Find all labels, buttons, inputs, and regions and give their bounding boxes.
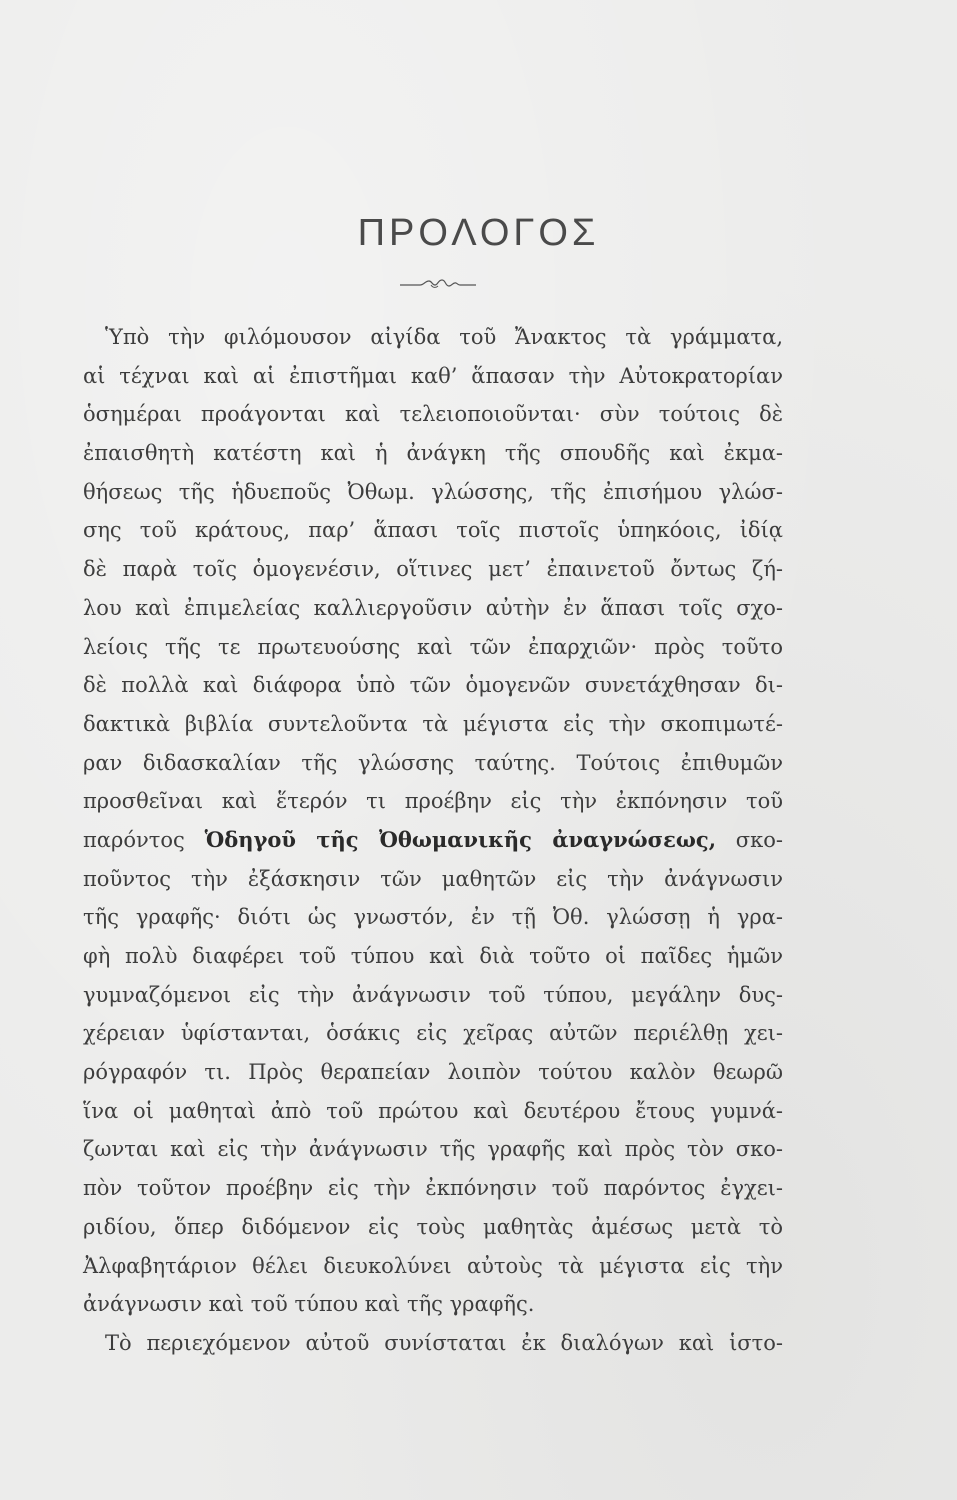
ornament-divider-icon — [398, 276, 478, 292]
text-line: ἵνα οἱ μαθηταὶ ἀπὸ τοῦ πρώτου καὶ δευτέρου ἔτους γυμνά- — [83, 1098, 783, 1123]
text-line: σης τοῦ κράτους, παρ’ ἅπασι τοῖς πιστοῖς ὑπηκόοις, ἰδίᾳ — [83, 518, 783, 543]
text-line: ριδίου, ὅπερ διδόμενον εἰς τοὺς μαθητὰς ἀμέσως μετὰ τὸ — [83, 1214, 783, 1239]
page-title: ΠΡΟΛΟΓΟΣ — [357, 212, 600, 254]
text-segment: παρόντος — [83, 827, 205, 852]
text-line: ζωνται καὶ εἰς τὴν ἀνάγνωσιν τῆς γραφῆς καὶ πρὸς τὸν σκο- — [83, 1137, 783, 1162]
text-line: πὸν τοῦτον προέβην εἰς τὴν ἐκπόνησιν τοῦ παρόντος ἐγχει- — [83, 1176, 783, 1201]
text-line: τῆς γραφῆς· διότι ὡς γνωστόν, ἐν τῇ Ὀθ. γλώσσῃ ἡ γρα- — [83, 905, 783, 930]
text-line: ἐπαισθητὴ κατέστη καὶ ἡ ἀνάγκη τῆς σπουδῆς καὶ ἐκμα- — [83, 441, 783, 466]
text-line: ποῦντος τὴν ἐξάσκησιν τῶν μαθητῶν εἰς τὴν ἀνάγνωσιν — [83, 866, 783, 891]
text-line: ἀνάγνωσιν καὶ τοῦ τύπου καὶ τῆς γραφῆς. — [83, 1292, 535, 1317]
text-line: ρόγραφόν τι. Πρὸς θεραπείαν λοιπὸν τούτου καλὸν θεωρῶ — [83, 1060, 783, 1085]
book-title-bold: Ὁδηγοῦ τῆς Ὀθωμανικῆς ἀναγνώσεως, — [204, 826, 717, 852]
text-line: φὴ πολὺ διαφέρει τοῦ τύπου καὶ διὰ τοῦτο οἱ παῖδες ἡμῶν — [83, 944, 783, 968]
text-line: αἱ τέχναι καὶ αἱ ἐπιστῆμαι καθ’ ἅπασαν τὴν Αὐτοκρατορίαν — [83, 363, 783, 388]
text-line: χέρειαν ὑφίστανται, ὁσάκις εἰς χεῖρας αὐτῶν περιέλθῃ χει- — [83, 1021, 783, 1046]
text-line: Ὑπὸ τὴν φιλόμουσον αἰγίδα τοῦ Ἄνακτος τὰ γράμματα, — [105, 325, 783, 349]
text-line-with-title — [83, 821, 783, 860]
text-line: γυμναζόμενοι εἰς τὴν ἀνάγνωσιν τοῦ τύπου, μεγάλην δυς- — [83, 982, 783, 1007]
text-line: δακτικὰ βιβλία συντελοῦντα τὰ μέγιστα εἰς τὴν σκοπιμωτέ- — [83, 711, 783, 736]
text-line: ὁσημέραι προάγονται καὶ τελειοποιοῦνται· σὺν τούτοις δὲ — [83, 402, 783, 427]
text-line: λου καὶ ἐπιμελείας καλλιεργοῦσιν αὐτὴν ἐν ἅπασι τοῖς σχο- — [83, 595, 783, 620]
text-line: θήσεως τῆς ἡδυεποῦς Ὀθωμ. γλώσσης, τῆς ἐπισήμου γλώσ- — [83, 479, 783, 504]
preface-text — [83, 318, 783, 1363]
text-line: Τὸ περιεχόμενον αὐτοῦ συνίσταται ἐκ διαλόγων καὶ ἱστο- — [105, 1330, 783, 1355]
text-line: ραν διδασκαλίαν τῆς γλώσσης ταύτης. Τούτοις ἐπιθυμῶν — [83, 750, 783, 775]
text-line: Ἀλφαβητάριον θέλει διευκολύνει αὐτοὺς τὰ μέγιστα εἰς τὴν — [83, 1253, 783, 1278]
text-segment: σκο- — [716, 827, 784, 852]
text-line: δὲ παρὰ τοῖς ὁμογενέσιν, οἵτινες μετ’ ἐπαινετοῦ ὄντως ζή- — [83, 557, 783, 582]
text-line: δὲ πολλὰ καὶ διάφορα ὑπὸ τῶν ὁμογενῶν συνετάχθησαν δι- — [83, 673, 783, 698]
text-line: προσθεῖναι καὶ ἕτερόν τι προέβην εἰς τὴν ἐκπόνησιν τοῦ — [83, 789, 783, 814]
text-line: λείοις τῆς τε πρωτευούσης καὶ τῶν ἐπαρχιῶν· πρὸς τοῦτο — [83, 634, 783, 659]
